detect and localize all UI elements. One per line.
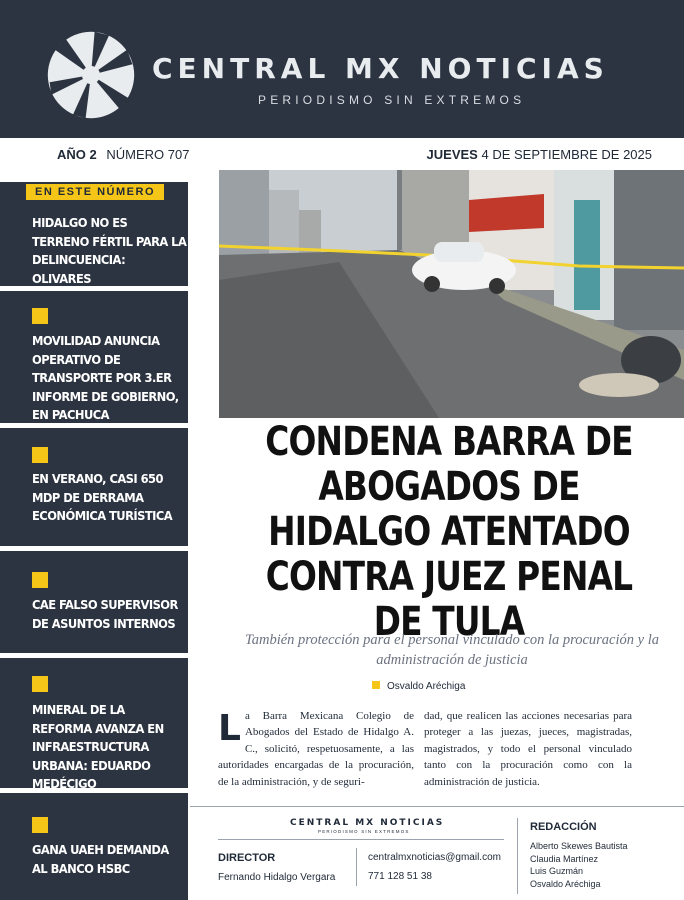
footer-column-divider xyxy=(517,818,518,894)
sidebar-story-headline: CAE FALSO SUPERVISOR DE ASUNTOS INTERNOS xyxy=(32,597,178,631)
footer-tagline: PERIODISMO SIN EXTREMOS xyxy=(318,829,410,834)
article-body-column-1 xyxy=(218,708,414,790)
staff-member: Alberto Skewes Bautista xyxy=(530,841,628,851)
footer-brand: CENTRAL MX NOTICIAS xyxy=(290,818,445,828)
bullet-square-icon xyxy=(32,308,48,324)
footer-column-divider xyxy=(356,848,357,886)
sidebar-story-headline: MOVILIDAD ANUNCIA OPERATIVO DE TRANSPORTE POR 3.ER INFORME DE GOBIERNO, EN PACHUCA xyxy=(32,333,179,422)
aperture-logo-icon xyxy=(46,30,136,120)
footer-brand-divider xyxy=(218,839,504,840)
article-byline xyxy=(372,681,465,692)
sidebar-story-6[interactable] xyxy=(0,793,188,900)
sidebar-story-2[interactable] xyxy=(0,291,188,423)
article-author: Osvaldo Aréchiga xyxy=(387,681,466,692)
in-this-issue-label: EN ESTE NÚMERO xyxy=(26,184,164,200)
lead-photo xyxy=(219,170,684,418)
issue-date xyxy=(427,147,652,162)
redaccion-label: REDACCIÓN xyxy=(530,821,597,833)
masthead xyxy=(0,0,684,138)
issue-weekday: JUEVES xyxy=(426,147,478,162)
sidebar-story-3[interactable] xyxy=(0,428,188,546)
sidebar-story-headline: EN VERANO, CASI 650 MDP DE DERRAMA ECONÓMICA TURÍSTICA xyxy=(32,471,173,523)
bullet-square-icon xyxy=(32,572,48,588)
drop-cap: L xyxy=(218,708,241,749)
street-scene-image xyxy=(219,170,684,418)
issue-edition: NÚMERO 707 xyxy=(106,147,190,162)
sidebar-story-5[interactable] xyxy=(0,658,188,791)
issue-year: AÑO 2 xyxy=(57,147,97,162)
byline-square-icon xyxy=(372,681,380,689)
brand-tagline: PERIODISMO SIN EXTREMOS xyxy=(258,93,526,107)
director-label: DIRECTOR xyxy=(218,852,276,864)
brand-name: CENTRAL MX NOTICIAS xyxy=(152,52,609,85)
sidebar-story-4[interactable] xyxy=(0,551,188,653)
issue-info-bar xyxy=(0,138,684,170)
contact-email[interactable]: centralmxnoticias@gmail.com xyxy=(368,852,501,863)
director-name: Fernando Hidalgo Vergara xyxy=(218,872,336,883)
staff-member: Osvaldo Aréchiga xyxy=(530,878,601,889)
sidebar-story-headline: MINERAL DE LA REFORMA AVANZA EN INFRAESTRUCTURA URBANA: EDUARDO MEDÉCIGO xyxy=(32,702,164,791)
bullet-square-icon xyxy=(32,447,48,463)
footer-divider xyxy=(190,806,684,807)
redaccion-staff-list xyxy=(530,840,628,890)
contact-phone[interactable]: 771 128 51 38 xyxy=(368,871,432,882)
article-text-1: a Barra Mexicana Colegio de Abogados del Estado de Hidalgo A. C., solicitó, respetuosamente, a las autoridades encargadas de la procuración, de la administración, y de seguri- xyxy=(218,710,414,788)
bullet-square-icon xyxy=(32,676,48,692)
staff-member: Claudia Martínez xyxy=(530,853,599,864)
article-headline: CONDENA BARRA DE ABOGADOS DE HIDALGO ATENTADO CONTRA JUEZ PENAL DE TULA xyxy=(265,419,633,645)
sidebar-story-headline: HIDALGO NO ES TERRENO FÉRTIL PARA LA DELINCUENCIA: OLIVARES xyxy=(32,215,187,286)
sidebar-story-headline: GANA UAEH DEMANDA AL BANCO HSBC xyxy=(32,842,169,876)
article-subheadline: También protección para el personal vinculado con la procuración y la administración de justicia xyxy=(244,632,659,668)
issue-date-text: 4 DE SEPTIEMBRE DE 2025 xyxy=(481,147,652,162)
staff-member: Luis Guzmán xyxy=(530,866,584,877)
bullet-square-icon xyxy=(32,817,48,833)
issue-number xyxy=(57,147,189,162)
article-body-column-2: dad, que realicen las acciones necesarias para proteger a las juezas, jueces, magistradas, magistrados, y todo el personal vinculado tanto con la procuración como con la administración de justicia. xyxy=(424,710,632,788)
